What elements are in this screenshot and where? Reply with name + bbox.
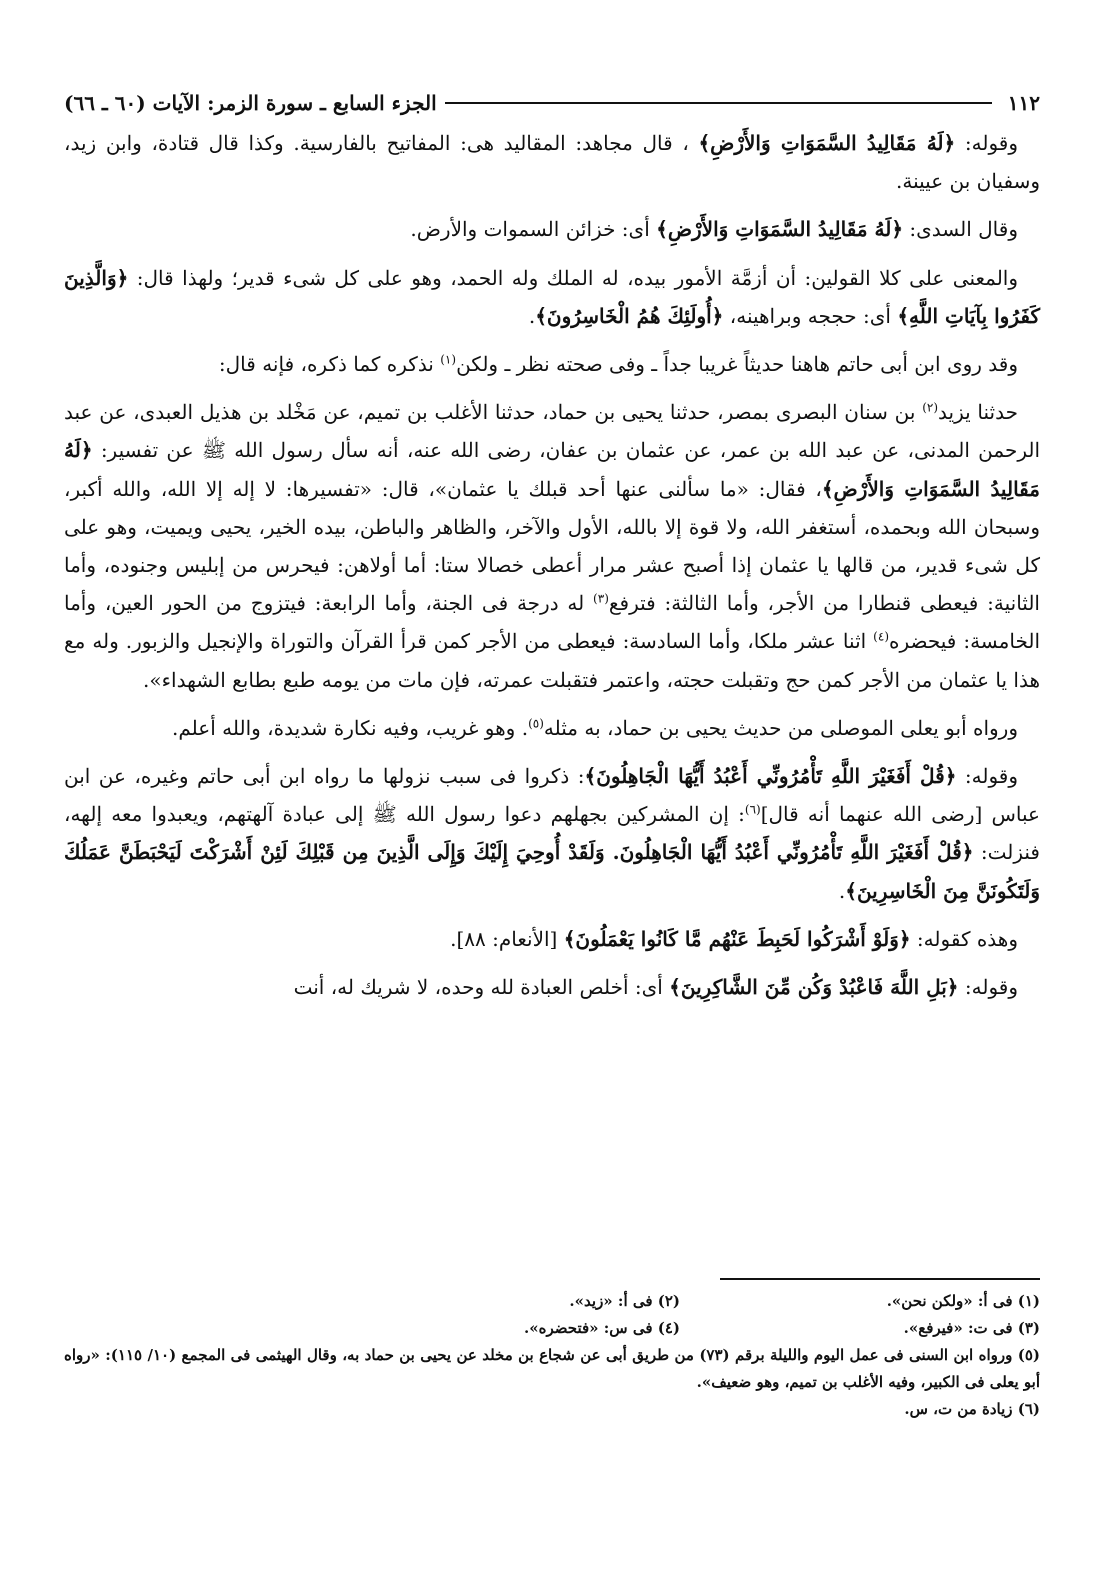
text-run: أى: خزائن السموات والأرض.: [410, 217, 657, 242]
footnote-5: (٥) ورواه ابن السنى فى عمل اليوم والليلة برقم (٧٣) من طريق أبى عن شجاع بن مخلد عن يحيى بن حماد به، وقال الهيثمى فى المجمع (١٠/ ١١٥): «رواه أبو يعلى فى الكبير، وفيه الأغلب بن تميم، وهو ضعيف».: [64, 1346, 1041, 1391]
text-run: بن سنان البصرى بمصر، حدثنا يحيى بن حماد، حدثنا الأغلب بن تميم، عن مَخْلد بن هذيل العبدى، عن عبد الرحمن المدنى، عن عبد الله بن عمر، عن عثمان بن عفان، رضى الله عنه، أنه سأل رسول الله ﷺ عن تفسير:: [64, 400, 1040, 463]
text-run: وقال السدى:: [903, 217, 1018, 242]
footnote-row: [64, 1315, 1040, 1342]
text-run: وقوله:: [956, 764, 1018, 789]
header-rule: [445, 102, 992, 104]
text-run: ، فقال: «ما سألنى عنها أحد قبلك يا عثمان»، قال: «تفسيرها: لا إله إلا الله، والله أكبر، وسبحان الله وبحمده، أستغفر الله، ولا قوة إلا بالله، الأول والآخر، والظاهر والباطن، بيده الخير، يحيى ويميت، وهو على كل شىء قدير، من قالها يا عثمان إذا أصبح عشر مرار أعطى خصالا ستا: أما أولاهن: فيحرس من إبليس وجنوده، وأما الثانية: فيعطى قنطارا من الأجر، وأما الثالثة: فترفع: [64, 476, 1040, 616]
text-run: له درجة فى الجنة، وأما الرابعة: فيتزوج من الحور العين، وأما الخامسة: فيحضره: [64, 591, 1041, 654]
paragraph: [64, 124, 1040, 200]
text-run: أى: أخلص العبادة لله وحده، لا شريك له، أنت: [293, 975, 670, 1000]
quran-verse: ﴿لَهُ مَقَالِيدُ السَّمَوَاتِ وَالأَرْضِ﴾: [698, 131, 956, 155]
footnote-separator: [720, 1278, 1040, 1280]
text-run: حدثنا يزيد: [938, 400, 1018, 425]
text-run: ورواه أبو يعلى الموصلى من حديث يحيى بن حماد، به مثله: [543, 715, 1018, 740]
footnote-1: (١) فى أ: «ولكن نحن».: [886, 1292, 1040, 1310]
footnote-2: (٢) فى أ: «زيد».: [569, 1292, 680, 1310]
footnote-marker: (٥): [528, 716, 544, 731]
running-header: [64, 88, 1040, 118]
footnote-marker: (١): [440, 352, 457, 367]
paragraph: [64, 345, 1040, 383]
running-title: الجزء السابع ـ سورة الزمر: الآيات (٦٠ ـ ٦٦): [64, 91, 437, 115]
text-run: ، قال مجاهد: المقاليد هى: المفاتيح بالفارسية. وكذا قال قتادة، وابن زيد، وسفيان بن عيينة.: [64, 131, 1040, 194]
quran-verse: ﴿لَهُ مَقَالِيدُ السَّمَوَاتِ وَالأَرْضِ﴾: [64, 438, 1040, 501]
text-run: نذكره كما ذكره، فإنه قال:: [218, 352, 441, 377]
paragraph: [64, 920, 1040, 958]
text-run: .: [838, 878, 846, 903]
paragraph: [64, 709, 1040, 747]
quran-verse: ﴿قُلْ أَفَغَيْرَ اللَّهِ تَأْمُرُونِّي أَعْبُدُ أَيُّهَا الْجَاهِلُونَ. وَلَقَدْ أُوحِيَ إِلَيْكَ وَإِلَى الَّذِينَ مِن قَبْلِكَ لَئِنْ أَشْرَكْتَ لَيَحْبَطَنَّ عَمَلُكَ وَلَتَكُونَنَّ مِنَ الْخَاسِرِينَ﴾: [64, 840, 1040, 903]
text-run: .: [528, 303, 536, 328]
footnote-6: (٦) زيادة من ت، س.: [904, 1400, 1040, 1418]
quran-verse: ﴿أُولَئِكَ هُمُ الْخَاسِرُونَ﴾: [535, 303, 724, 328]
footnote-marker: (٣): [593, 591, 609, 606]
paragraph: [64, 259, 1040, 335]
footnotes: [64, 1288, 1040, 1423]
footnote-4: (٤) فى س: «فتحضره».: [524, 1319, 680, 1337]
footnote-marker: (٢): [922, 400, 939, 415]
quran-verse: ﴿لَهُ مَقَالِيدُ السَّمَوَاتِ وَالأَرْضِ﴾: [656, 217, 904, 242]
text-run: وهذه كقوله:: [910, 926, 1018, 951]
text-run: اثنا عشر ملكا، وأما السادسة: فيعطى من الأجر كمن قرأ القرآن والتوراة والإنجيل والزبور. وله مع هذا يا عثمان من الأجر كمن حج وتقبلت حجته، واعتمر فتقبلت عمرته، فإن مات من يومه طبع بطابع الشهداء».: [64, 629, 1040, 692]
page-number: ١١٢: [1007, 91, 1040, 115]
paragraph: [64, 393, 1040, 699]
footnote-marker: (٦): [744, 802, 761, 817]
quran-verse: ﴿بَلِ اللَّهَ فَاعْبُدْ وَكُن مِّنَ الشَّاكِرِينَ﴾: [669, 975, 959, 1000]
text-run: وقد روى ابن أبى حاتم هاهنا حديثاً غريبا جداً ـ وفى صحته نظر ـ ولكن: [456, 352, 1018, 377]
quran-verse: ﴿وَالَّذِينَ كَفَرُوا بِآيَاتِ اللَّهِ﴾: [64, 265, 1040, 328]
paragraph: [64, 210, 1040, 248]
text-run: [الأنعام: ٨٨].: [450, 926, 564, 951]
text-run: . وهو غريب، وفيه نكارة شديدة، والله أعلم.: [172, 715, 529, 740]
text-run: والمعنى على كلا القولين: أن أزمَّة الأمور بيده، له الملك وله الحمد، وهو على كل شىء قدير؛ ولهذا قال:: [128, 265, 1019, 290]
text-run: وقوله:: [958, 975, 1018, 1000]
footnote-row: [64, 1288, 1040, 1315]
book-page: [64, 88, 1040, 1508]
quran-verse: ﴿قُلْ أَفَغَيْرَ اللَّهِ تَأْمُرُونِّي أَعْبُدُ أَيُّهَا الْجَاهِلُونَ﴾: [584, 764, 957, 789]
main-text: [64, 124, 1040, 1006]
footnote-marker: (٤): [873, 629, 889, 644]
text-run: : إن المشركين بجهلهم دعوا رسول الله ﷺ إلى عبادة آلهتهم، ويعبدوا معه إلهه، فنزلت:: [64, 802, 1040, 865]
text-run: أى: حججه وبراهينه،: [723, 303, 898, 328]
paragraph: [64, 968, 1040, 1006]
quran-verse: ﴿وَلَوْ أَشْرَكُوا لَحَبِطَ عَنْهُم مَّا كَانُوا يَعْمَلُونَ﴾: [563, 926, 911, 951]
paragraph: [64, 757, 1040, 910]
text-run: وقوله:: [955, 131, 1018, 155]
text-run: : ذكروا فى سبب نزولها ما رواه ابن أبى حاتم وغيره، عن ابن عباس [رضى الله عنهما أنه قال]: [64, 764, 1040, 827]
footnote-3: (٣) فى ت: «فيرفع».: [903, 1319, 1040, 1337]
